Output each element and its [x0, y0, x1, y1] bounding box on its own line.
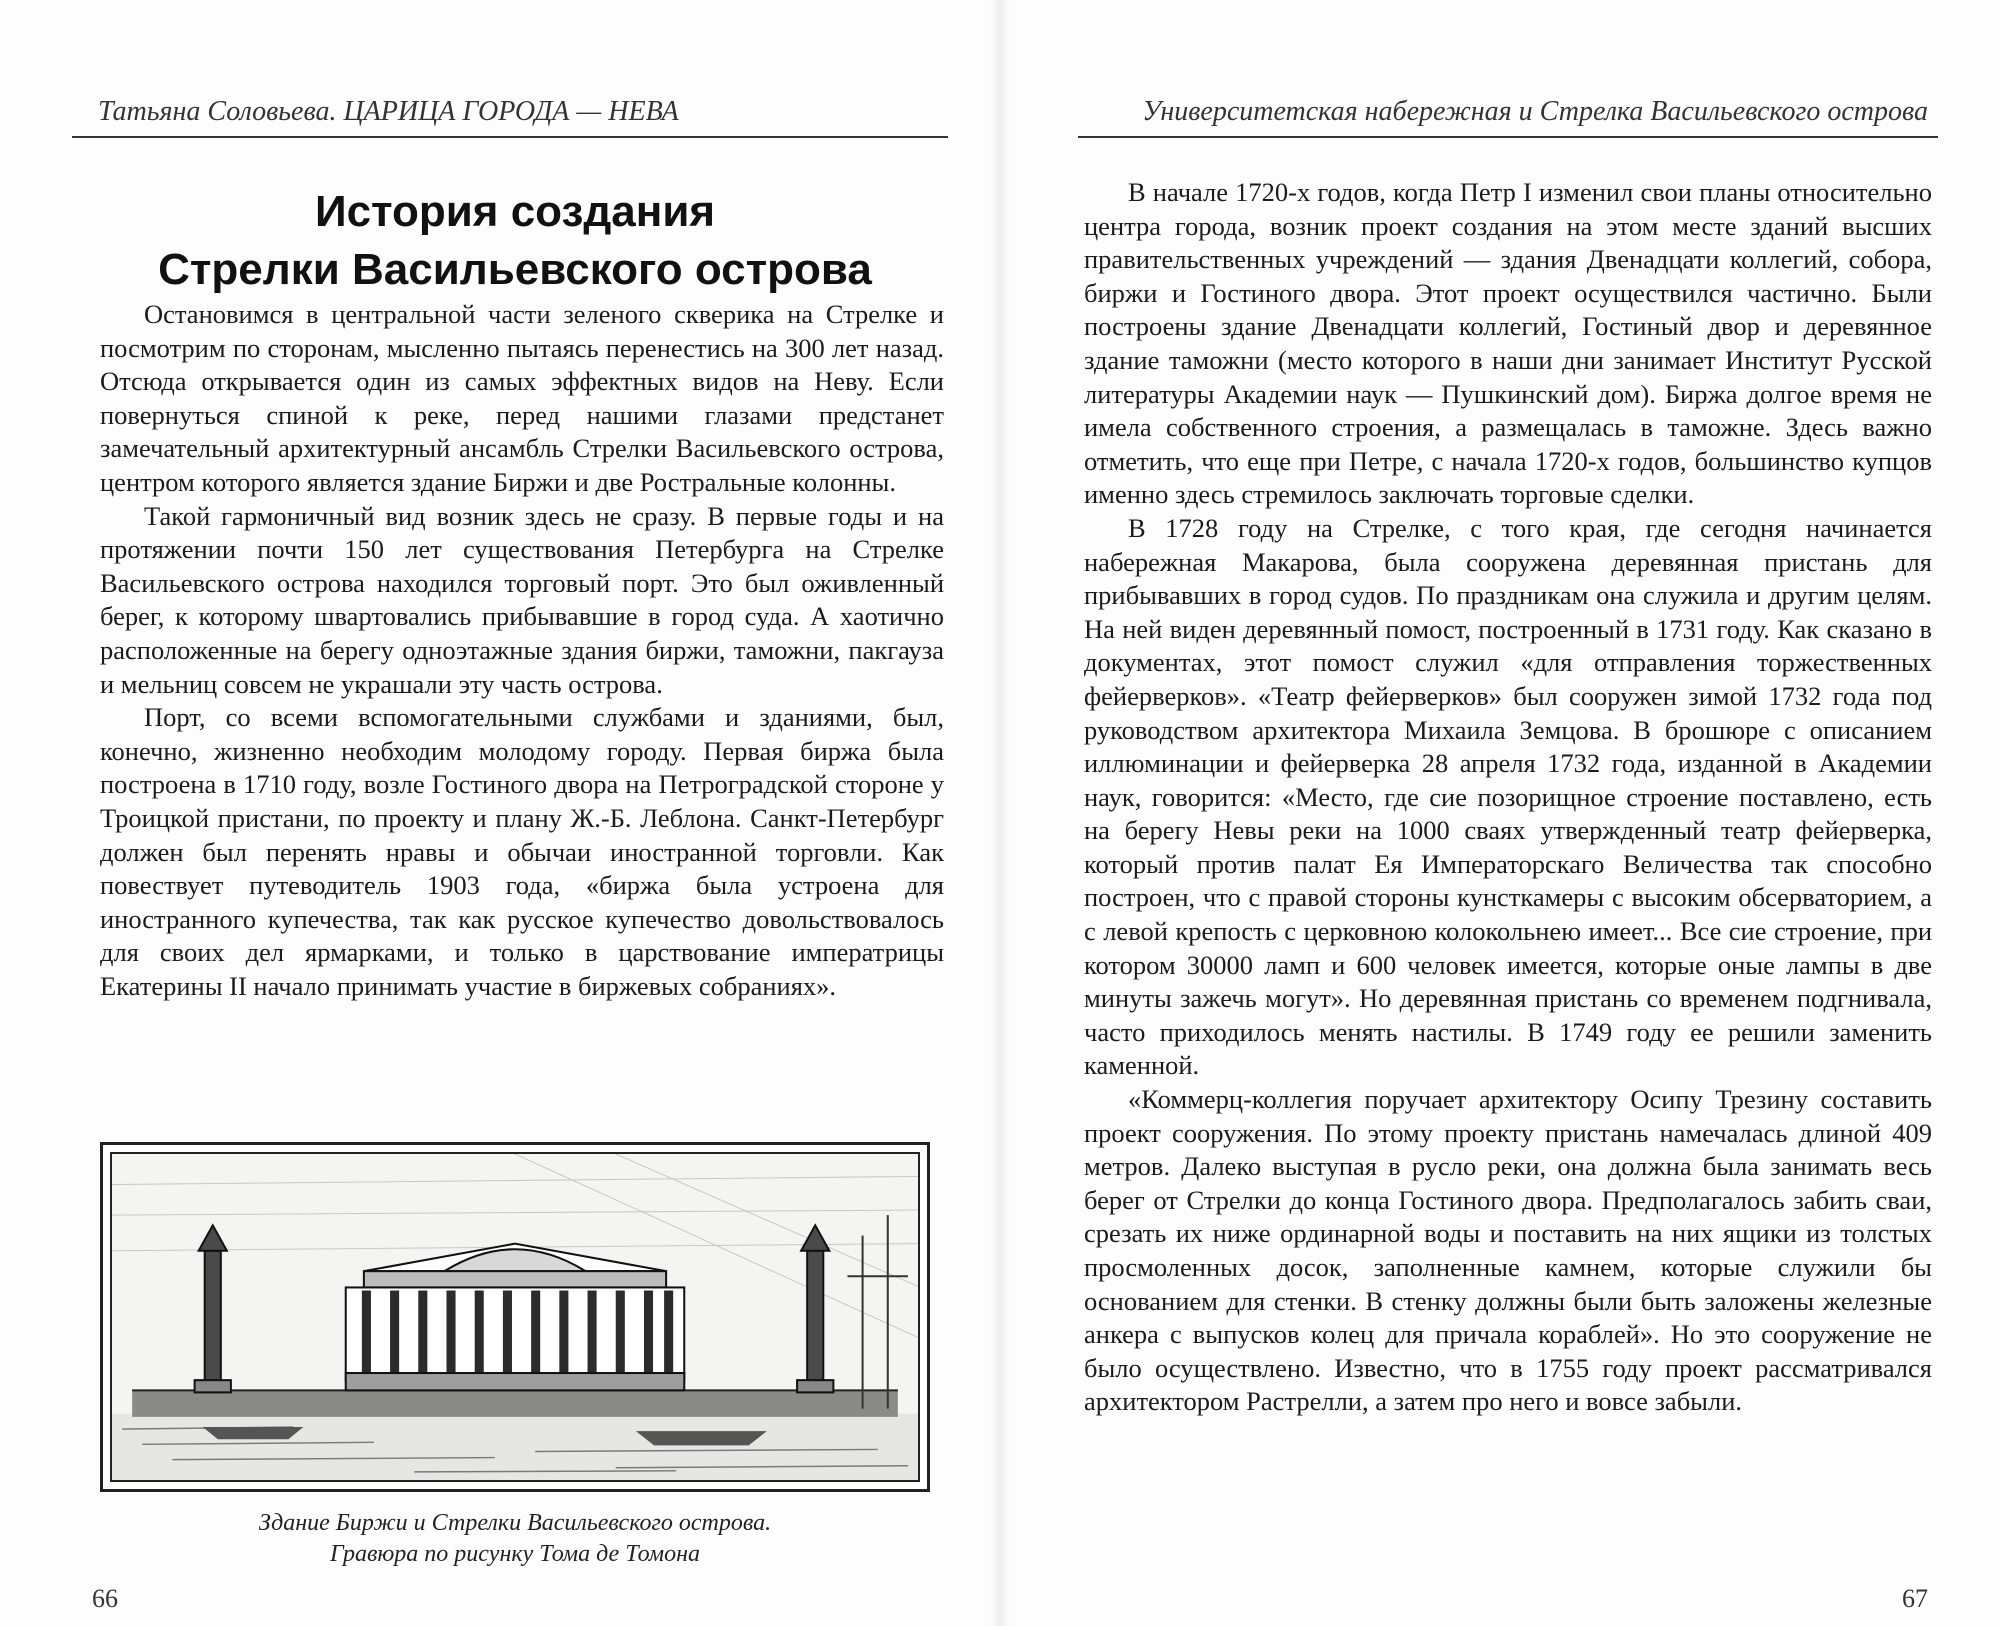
left-body-text [100, 298, 944, 1003]
chapter-title-line-2: Стрелки Васильевского острова [158, 245, 872, 294]
right-page-number: 67 [1902, 1584, 1928, 1613]
exchange-building-engraving [112, 1154, 918, 1480]
chapter-title-line-1: История создания [314, 187, 716, 236]
figure-caption-line-1: Здание Биржи и Стрелки Васильевского острова. [258, 1510, 772, 1536]
left-header-rule [72, 136, 948, 138]
left-paragraph: Остановимся в центральной части зеленого скверика на Стрелке и посмотрим по сторонам, мысленно пытаясь перенестись на 300 лет назад. Отсюда открывается один из самых эффектных видов на Неву. Если повернуться спиной к реке, перед нашими глазами предстанет замечательный архитектурный ансамбль Стрелки Васильевского острова, центром которого является здание Биржи и две Ростральные колонны. [100, 299, 944, 497]
figure-caption-line-2: Гравюра по рисунку Тома де Томона [329, 1541, 700, 1567]
right-paragraph: «Коммерц-коллегия поручает архитектору Осипу Трезину составить проект сооружения. По этому проекту пристань намечалась длиной 409 метров. Далеко выступая в русло реки, она должна была занимать весь берег от Стрелки до конца Гостиного двора. Предполагалось забить сваи, срезать их ниже ординарной воды и поставить на них ящики из толстых просмоленных досок, заполненные камнем, которые служили бы основанием для стенки. В стенку должны были быть заложены железные анкера с выпусков колец для причала кораблей». Но это сооружение не было осуществлено. Известно, что в 1755 году проект рассматривался архитектором Растрелли, а затем про него и вовсе забыли. [1084, 1084, 1932, 1417]
left-paragraph: Такой гармоничный вид возник здесь не сразу. В первые годы и на протяжении почти 150 лет существования Петербурга на Стрелке Васильевского острова находился торговый порт. Это был оживленный берег, к которому швартовались прибывавшие в город суда. А хаотично расположенные на берегу одноэтажные здания биржи, таможни, пакгауза и мельниц совсем не украшали эту часть острова. [100, 500, 944, 699]
left-page-number: 66 [92, 1584, 118, 1613]
right-header-rule [1078, 136, 1938, 138]
right-paragraph: В начале 1720-х годов, когда Петр I изменил свои планы относительно центра города, возник проект создания на этом месте зданий высших правительственных учреждений — здания Двенадцати коллегий, собора, биржи и Гостиного двора. Этот проект осуществился частично. Были построены здание Двенадцати коллегий, Гостиный двор и деревянное здание таможни (место которого в наши дни занимает Институт Русской литературы Академии наук — Пушкинский дом). Биржа долгое время не имела собственного строения, а размещалась в таможне. Здесь важно отметить, что еще при Петре, с начала 1720-х годов, большинство купцов именно здесь стремилось заключать торговые сделки. [1084, 177, 1932, 510]
right-page [1000, 0, 2000, 1626]
left-running-head: Татьяна Соловьева. ЦАРИЦА ГОРОДА — НЕВА [98, 96, 679, 127]
chapter-title [100, 183, 930, 299]
right-body-text [1084, 176, 1932, 1419]
right-running-head: Университетская набережная и Стрелка Васильевского острова [1142, 96, 1928, 127]
figure-caption [100, 1508, 930, 1570]
engraving-figure [100, 1142, 930, 1492]
engraving-frame [110, 1152, 920, 1482]
left-paragraph: Порт, со всеми вспомогательными службами и зданиями, был, конечно, жизненно необходим молодому городу. Первая биржа была построена в 1710 году, возле Гостиного двора на Петроградской стороне у Троицкой пристани, по проекту и плану Ж.-Б. Леблона. Санкт-Петербург должен был перенять нравы и обычаи иностранной торговли. Как повествует путеводитель 1903 года, «биржа была устроена для иностранного купечества, так как русское купечество довольствовалось для своих дел ярмарками, и только в царствование императрицы Екатерины II начало принимать участие в биржевых собраниях». [100, 702, 944, 1001]
right-paragraph: В 1728 году на Стрелке, с того края, где сегодня начинается набережная Макарова, была сооружена деревянная пристань для прибывавших в город судов. По праздникам она служила и другим целям. На ней виден деревянный помост, построенный в 1731 году. Как сказано в документах, этот помост служил «для отправления торжественных фейерверков». «Театр фейерверков» был сооружен зимой 1732 года под руководством архитектора Михаила Земцова. В брошюре с описанием иллюминации и фейерверка 28 апреля 1732 года, изданной в Академии наук, говорится: «Место, где сие позорищное строение поставлено, есть на берегу Невы реки на 1000 сваях утвержденный театр фейерверка, который против палат Ея Императорскаго Величества так способно построен, что с правой стороны кунсткамеры с высоким обсерваторием, а с левой крепость с церковною колокольнею имеет... Все сие строение, при котором 30000 ламп и 600 человек имеется, которые оные лампы в две минуты зажечь могут». Но деревянная пристань со временем подгнивала, часто приходилось менять настилы. В 1749 году ее решили заменить каменной. [1084, 512, 1932, 1081]
